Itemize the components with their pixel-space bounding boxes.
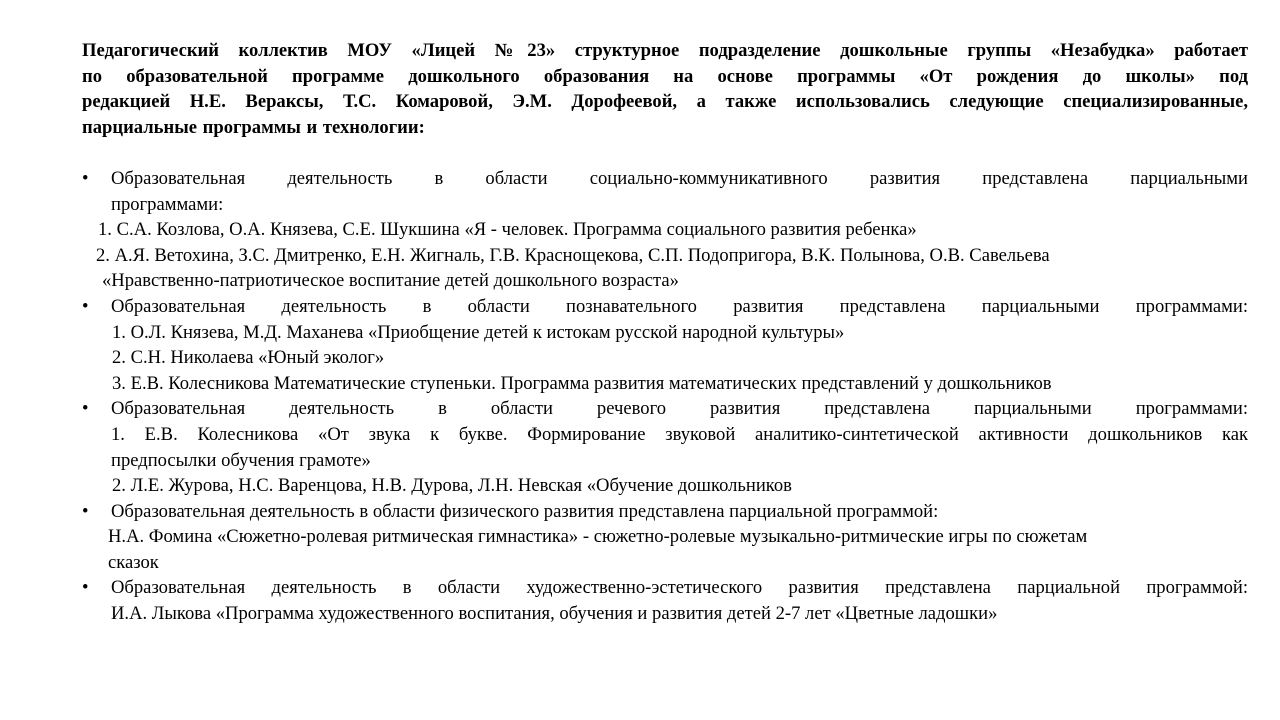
section-speech-item-1-line-2: предпосылки обучения грамоте»	[111, 449, 371, 471]
bullet-icon: •	[82, 577, 89, 599]
section-social-item-1: 1. С.А. Козлова, О.А. Князева, С.Е. Шукшина «Я - человек. Программа социального развития ребенка»	[98, 219, 917, 241]
intro-line-2: по образовательной программе дошкольного образования на основе программы «От рождения до школы» под	[82, 65, 1248, 87]
section-social-item-2-cont: «Нравственно-патриотическое воспитание детей дошкольного возраста»	[102, 270, 679, 292]
intro-line-3: редакцией Н.Е. Вераксы, Т.С. Комаровой, Э.М. Дорофеевой, а также использовались следующие специализированные,	[82, 91, 1248, 113]
section-social-heading-text: Образовательная деятельность в области социально-коммуникативного развития представлена парциальными	[111, 167, 1248, 189]
section-physical-heading-text: Образовательная деятельность в области физического развития представлена парциальной программой:	[111, 500, 939, 522]
section-speech-item-2: 2. Л.Е. Журова, Н.С. Варенцова, Н.В. Дурова, Л.Н. Невская «Обучение дошкольников	[112, 475, 792, 497]
spacer	[82, 140, 1248, 166]
intro-paragraph	[82, 38, 1248, 140]
section-cognitive-item-2: 2. С.Н. Николаева «Юный эколог»	[112, 347, 385, 369]
section-physical	[82, 499, 1248, 576]
section-speech-heading	[82, 396, 1248, 422]
slide-content	[82, 38, 1248, 627]
section-social-heading-cont: программами:	[111, 193, 224, 215]
section-artistic-heading-text: Образовательная деятельность в области художественно-эстетического развития представлена парциальной программой:	[111, 577, 1248, 599]
bullet-icon: •	[82, 295, 89, 317]
section-social-heading	[82, 166, 1248, 192]
section-artistic-item-1: И.А. Лыкова «Программа художественного воспитания, обучения и развития детей 2-7 лет «Цветные ладошки»	[111, 603, 998, 625]
section-artistic	[82, 575, 1248, 626]
section-cognitive-item-3: 3. Е.В. Колесникова Математические ступеньки. Программа развития математических представлений у дошкольников	[112, 372, 1052, 394]
section-speech-item-1-line-1: 1. Е.В. Колесникова «От звука к букве. Формирование звуковой аналитико-синтетической активности дошкольников как	[111, 423, 1248, 445]
section-physical-heading	[82, 499, 1248, 525]
section-speech	[82, 396, 1248, 498]
bullet-icon: •	[82, 500, 89, 522]
section-physical-item-1-line-1: Н.А. Фомина «Сюжетно-ролевая ритмическая гимнастика» - сюжетно-ролевые музыкально-ритмические игры по сюжетам	[108, 526, 1088, 548]
section-cognitive-heading	[82, 294, 1248, 320]
section-artistic-heading	[82, 575, 1248, 601]
intro-line-1: Педагогический коллектив МОУ «Лицей №23» структурное подразделение дошкольные группы «Незабудка» работает	[82, 40, 1248, 61]
intro-line-4: парциальные программы и технологии:	[82, 116, 425, 138]
bullet-icon: •	[82, 167, 89, 189]
bullet-icon: •	[82, 398, 89, 420]
section-cognitive-item-1: 1. О.Л. Князева, М.Д. Маханева «Приобщение детей к истокам русской народной культуры»	[112, 321, 845, 343]
section-social-item-2: 2. А.Я. Ветохина, З.С. Дмитренко, Е.Н. Жигналь, Г.В. Краснощекова, С.П. Подопригора, В.К. Полынова, О.В. Савельева	[96, 244, 1050, 266]
section-speech-heading-text: Образовательная деятельность в области речевого развития представлена парциальными программами:	[111, 398, 1248, 420]
section-physical-item-1-line-2: сказок	[108, 551, 159, 573]
section-cognitive	[82, 294, 1248, 396]
section-social	[82, 166, 1248, 294]
section-cognitive-heading-text: Образовательная деятельность в области познавательного развития представлена парциальными программами:	[111, 295, 1248, 317]
